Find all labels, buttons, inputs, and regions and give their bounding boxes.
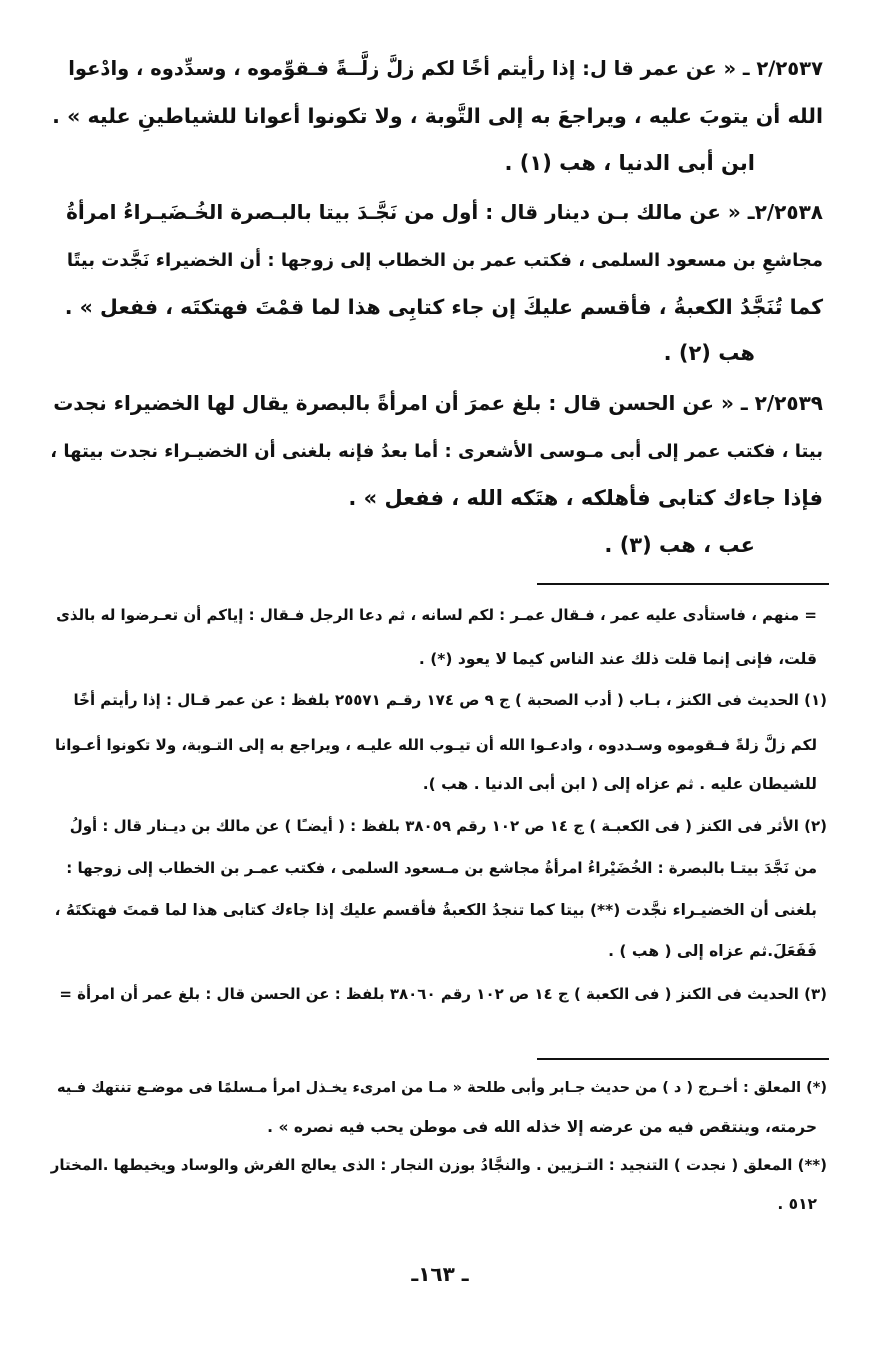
- hadith-2539-line1: ٢/٢٥٣٩ ـ « عن الحسن قال : بلغ عمرَ أن امرأةً بالبصرة يقال لها الخضيراء نجدت: [53, 391, 823, 415]
- hadith-2538-line2: مجاشعِ بن مسعود السلمى ، فكتب عمر بن الخطاب إلى زوجها : أن الخضيراء نَجَّدت بيتًا: [66, 250, 823, 271]
- editor-note-2-line1: (**) المعلق ( نجدت ) التنجيد : التـزيين . والنجَّادُ بوزن النجار : الذى يعالج الفرش والوساد ويخيطها .المختار: [50, 1156, 827, 1174]
- page-number: ـ ١٦٣ـ: [411, 1262, 469, 1286]
- editor-note-1-line1: (*) المعلق : أخـرج ( د ) من حديث جـابر وأبى طلحة « مـا من امرىء يخـذل امرأ مـسلمًا فى موضـع تنتهك فـيه: [56, 1080, 827, 1096]
- hadith-2538-line1: ٢/٢٥٣٨ـ « عن مالك بـن دينار قال : أول من نَجَّـدَ بيتا بالبـصرة الخُـضَيـراءُ امرأةُ: [66, 200, 823, 224]
- editor-notes-separator: [537, 1058, 829, 1060]
- hadith-2537-line2: الله أن يتوبَ عليه ، ويراجعَ به إلى التَّوبة ، ولا تكونوا أعوانا للشياطينِ عليه » .: [52, 104, 823, 128]
- footnote-2-line2: من نَجَّدَ بيتـا بالبصرة : الخُضَيْراءُ امرأةُ مجاشع بن مـسعود السلمى ، فكتب عمـر بن الخطاب إلى زوجها :: [66, 859, 817, 877]
- hadith-2537-line1: ٢/٢٥٣٧ ـ « عن عمر قا ل: إذا رأيتم أخًا لكم زلَّ زلَّــةً فـقوِّموه ، وسدِّدوه ، وادْعوا: [68, 57, 823, 80]
- footnote-1-line3: للشيطان عليه . ثم عزاه إلى ( ابن أبى الدنيا . هب ).: [422, 775, 817, 793]
- hadith-2537-source: ابن أبى الدنيا ، هب (١) .: [504, 151, 755, 175]
- footnote-separator: [537, 583, 829, 585]
- hadith-2538-line3: كما تُنَجَّدُ الكعبةُ ، فأقسم عليكَ إن جاء كتابِى هذا لما قمْتَ فهتكتَه ، ففعل » .: [64, 295, 823, 319]
- hadith-2539-source: عب ، هب (٣) .: [604, 533, 755, 557]
- footnote-3-line1: (٣) الحديث فى الكنز ( فى الكعبة ) ج ١٤ ص ١٠٢ رقم ٣٨٠٦٠ بلفظ : عن الحسن قال : بلغ عمر أن امرأة =: [59, 985, 827, 1003]
- footnote-continuation-line1: = منهم ، فاستأدى عليه عمر ، فـقال عمـر : لكم لسانه ، ثم دعا الرجل فـقال : إياكم أن تعـرضوا له بالذى: [56, 606, 817, 624]
- footnote-1-line2: لكم زلَّ زلةً فـقوموه وسـددوه ، وادعـوا الله أن تيـوب الله عليـه ، ويراجع به إلى التـوبة، ولا تكونوا أعـوانا: [54, 736, 817, 754]
- footnote-2-line1: (٢) الأثر فى الكنز ( فى الكعبـة ) ج ١٤ ص ١٠٢ رقم ٣٨٠٥٩ بلفظ : ( أيضـًا ) عن مالك بن ديـنار قال : أولُ: [69, 817, 827, 835]
- footnote-continuation-line2: قلت، فإنى إنما قلت ذلك عند الناس كيما لا يعود (*) .: [418, 650, 817, 668]
- hadith-2538-source: هب (٢) .: [663, 341, 755, 365]
- footnote-2-line3: بلغنى أن الخضيـراء نجَّدت (**) بيتا كما تنجدُ الكعبةُ فأقسم عليك إذا جاءك كتابى هذا لما قمتَ فهتكتَهُ ،: [54, 901, 817, 919]
- footnote-2-line4: فَفَعَلَ.ثم عزاه إلى ( هب ) .: [608, 942, 817, 960]
- editor-note-1-line2: حرمته، وينتقص فيه من عرضه إلا خذله الله فى موطن يحب فيه نصره » .: [267, 1118, 817, 1136]
- hadith-2539-line2: بيتا ، فكتب عمر إلى أبى مـوسى الأشعرى : أما بعدُ فإنه بلغنى أن الخضيـراء نجدت بيتها ،: [50, 441, 823, 462]
- editor-note-2-line2: ٥١٢ .: [777, 1195, 817, 1213]
- hadith-2539-line3: فإذا جاءك كتابى فأهلكه ، هتَكه الله ، ففعل » .: [348, 486, 823, 510]
- footnote-1-line1: (١) الحديث فى الكنز ، بـاب ( أدب الصحبة ) ج ٩ ص ١٧٤ رقـم ٢٥٥٧١ بلفظ : عن عمر قـال : إذا رأيتم أخًا: [73, 691, 827, 709]
